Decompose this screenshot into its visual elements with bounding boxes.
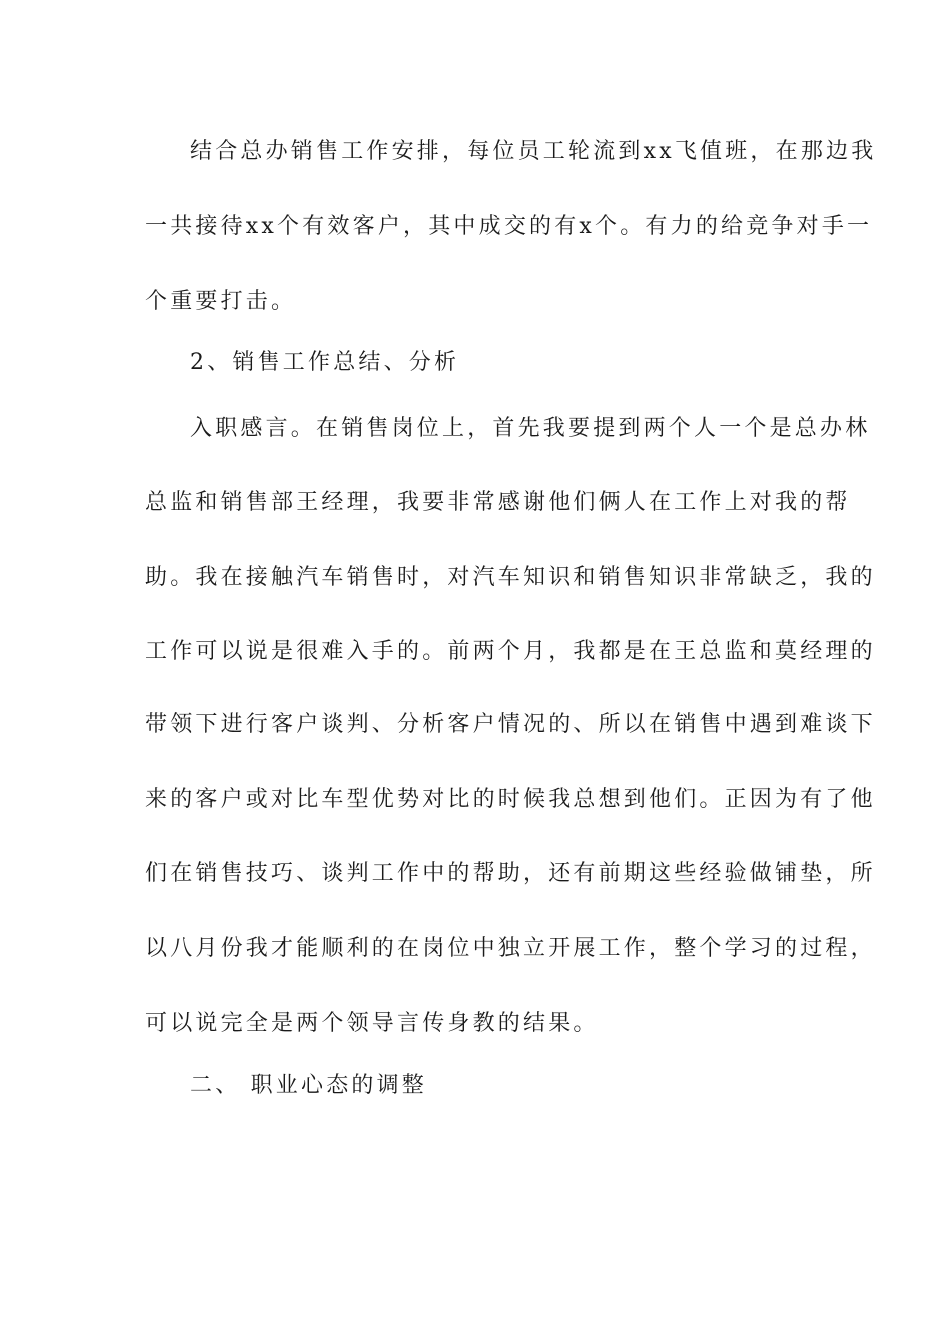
paragraph-2-line-5: 带领下进行客户谈判、分析客户情况的、所以在销售中遇到难谈下 (145, 712, 876, 737)
paragraph-2-line-3: 助。我在接触汽车销售时，对汽车知识和销售知识非常缺乏，我的 (145, 565, 876, 590)
paragraph-1-line-1: 结合总办销售工作安排，每位员工轮流到xx飞值班，在那边我 (190, 139, 877, 164)
section-heading-2: 2、销售工作总结、分析 (190, 350, 460, 375)
paragraph-2-line-6: 来的客户或对比车型优势对比的时候我总想到他们。正因为有了他 (145, 787, 876, 812)
paragraph-2-line-8: 以八月份我才能顺利的在岗位中独立开展工作，整个学习的过程， (145, 936, 876, 961)
paragraph-2-line-7: 们在销售技巧、谈判工作中的帮助，还有前期这些经验做铺垫，所 (145, 861, 876, 886)
paragraph-2-line-2: 总监和销售部王经理，我要非常感谢他们俩人在工作上对我的帮 (145, 490, 851, 515)
paragraph-2-line-9: 可以说完全是两个领导言传身教的结果。 (145, 1011, 599, 1036)
paragraph-2-line-4: 工作可以说是很难入手的。前两个月，我都是在王总监和莫经理的 (145, 639, 876, 664)
paragraph-1-line-3: 个重要打击。 (145, 289, 297, 314)
paragraph-2-line-1: 入职感言。在销售岗位上，首先我要提到两个人一个是总办林 (190, 416, 871, 441)
section-heading-3: 二、 职业心态的调整 (190, 1073, 427, 1098)
paragraph-1-line-2: 一共接待xx个有效客户，其中成交的有x个。有力的给竞争对手一 (145, 214, 873, 239)
